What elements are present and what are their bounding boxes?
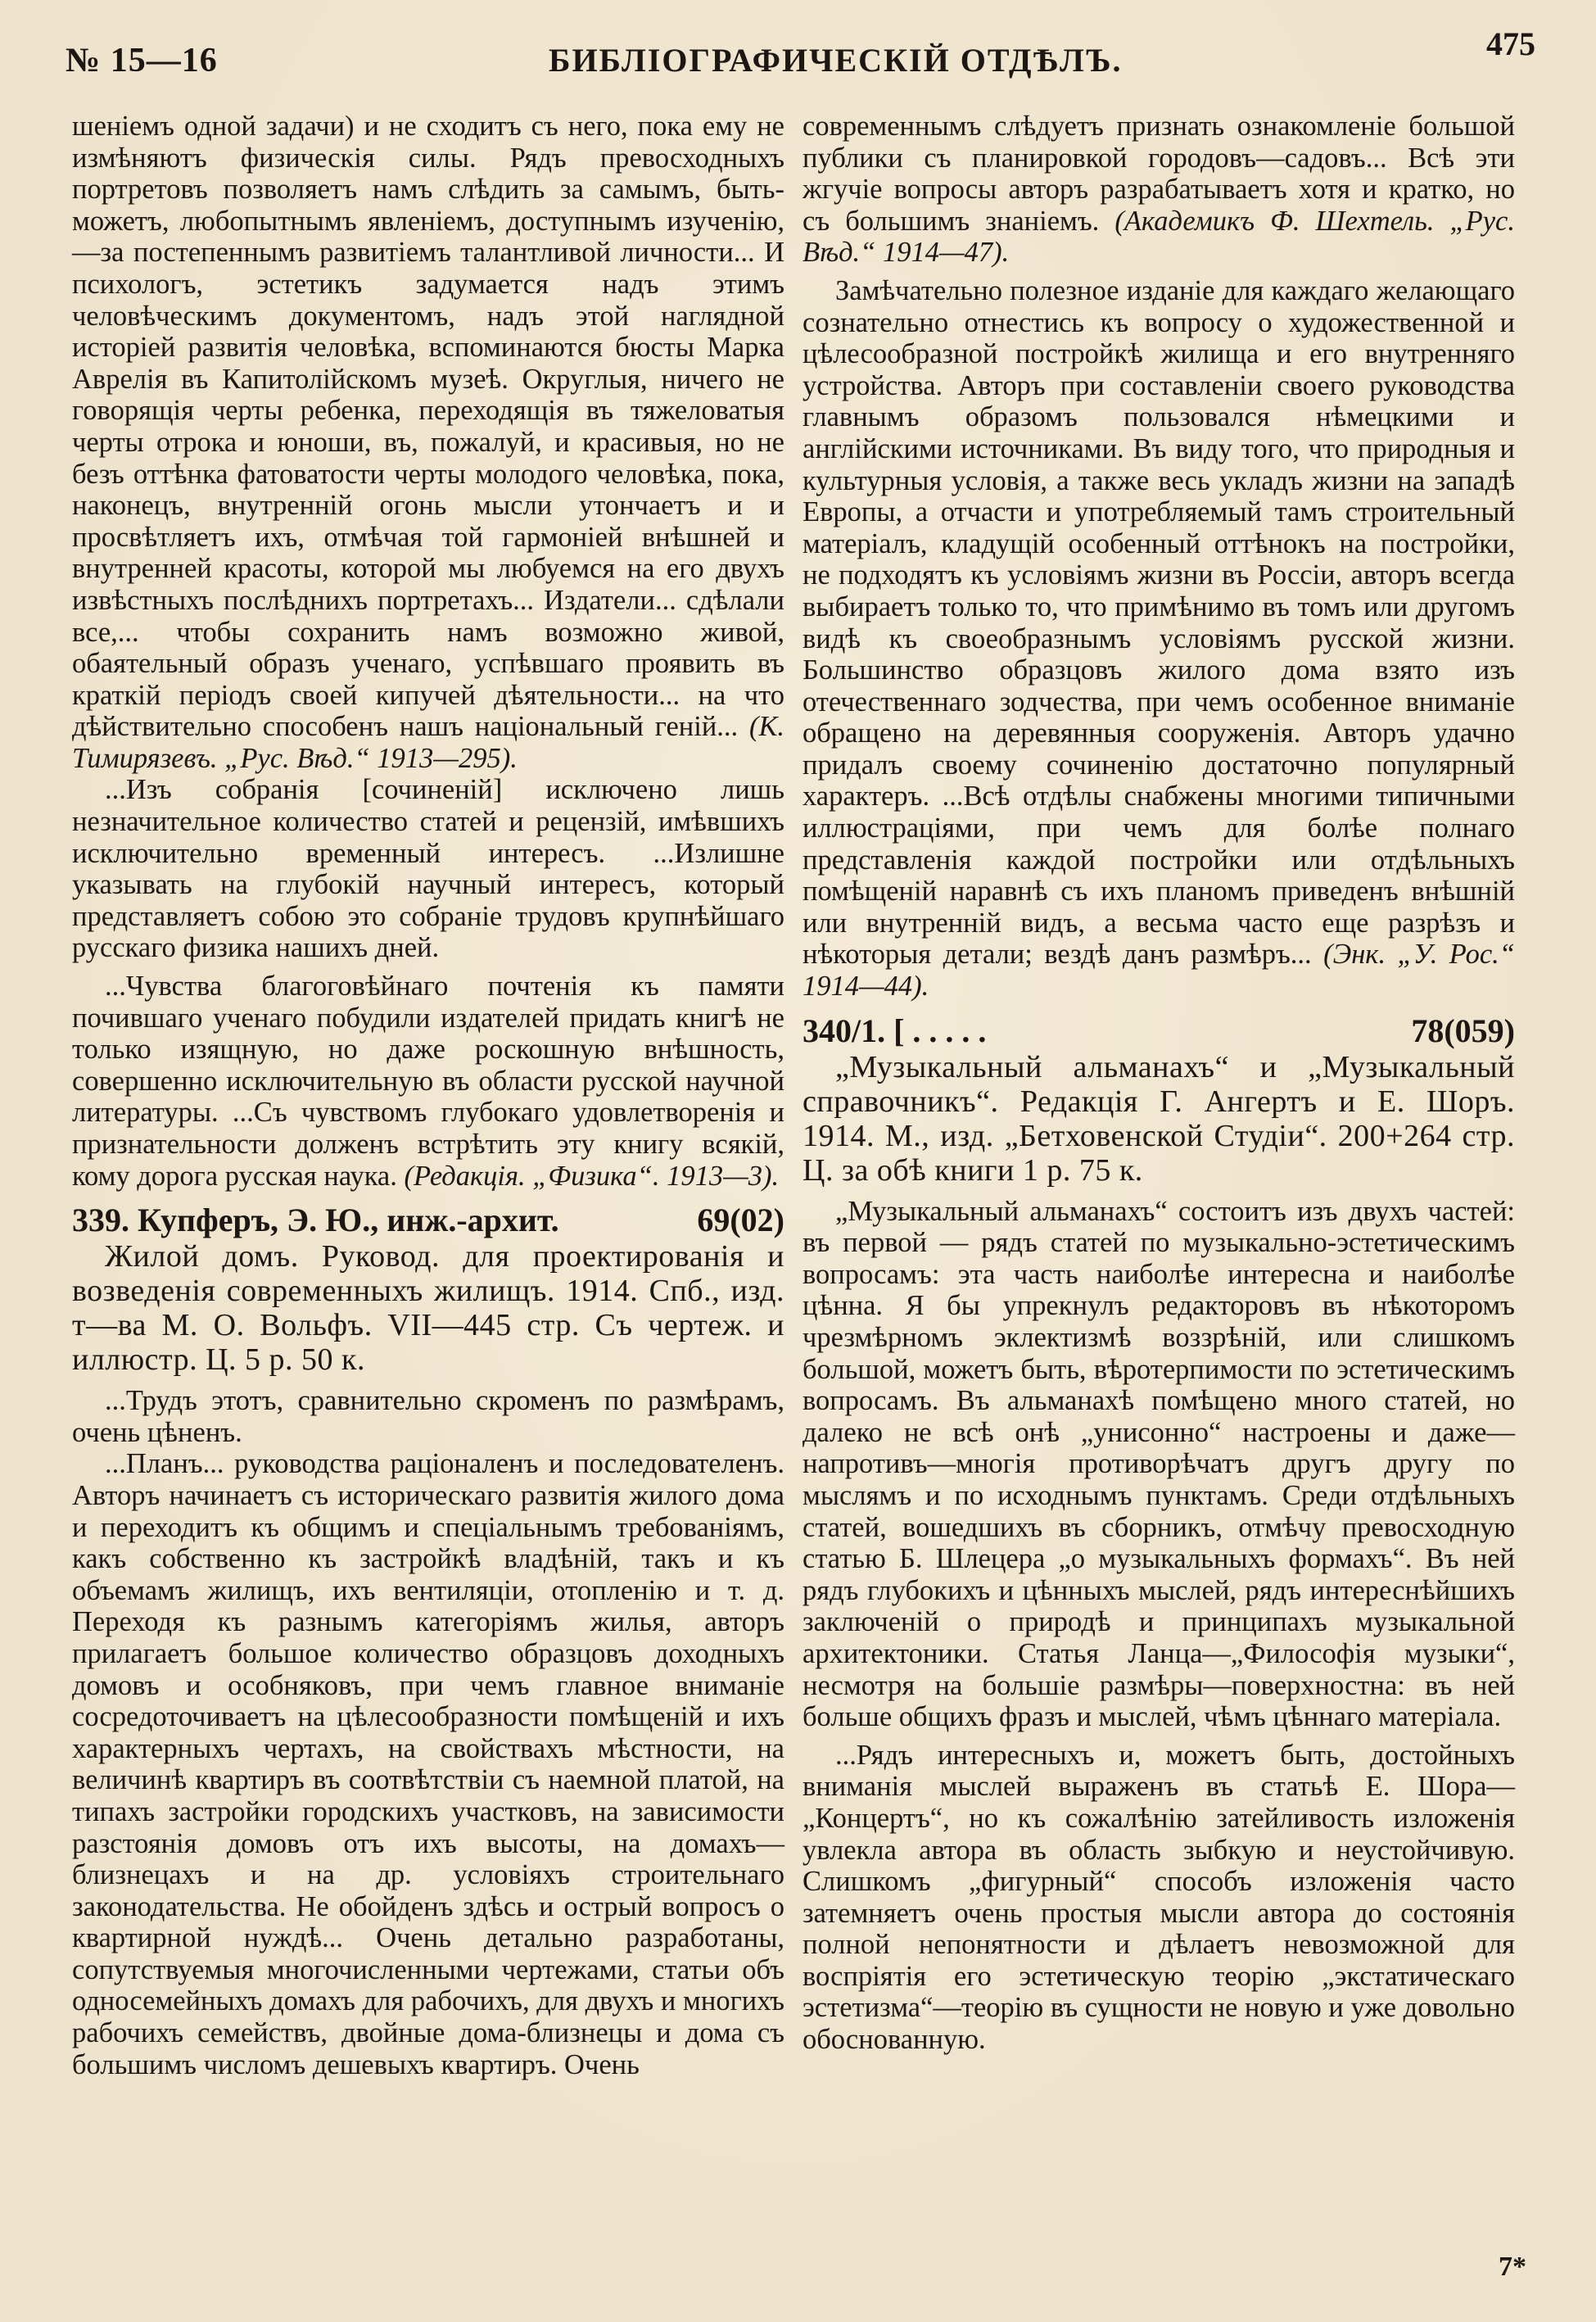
review-text [72,971,784,1192]
review-paragraph: ...Рядъ интересныхъ и, можетъ быть, достойныхъ вниманія мыслей выраженъ въ статьѣ Е. Шора—„Концертъ“, но къ сожалѣнію затейливость изложенія увлекла автора въ область зыбкую и неустойчивую. Слишкомъ „фигурный“ способъ изложенія часто затемняетъ очень простыя мысли автора до состоянія полной непонятности и дѣлаетъ невозможной для воспріятія его эстетическую теорію „экстатическаго эстетизма“—теорію въ сущности не новую и уже довольно обоснованную. [803,1739,1515,2056]
entry-340-title: „Музыкальный альманахъ“ и „Музыкальный справочникъ“. Редакція Г. Ангертъ и Е. Шоръ. 1914. М., изд. „Бетховенской Студіи“. 200+264 стр. Ц. за обѣ книги 1 р. 75 к. [803,1049,1515,1188]
review-paragraph: ...Изъ собранія [сочиненій] исключено лишь незначительное количество статей и рецензій, имѣвшихъ исключительно временный интересъ. ...Излишне указывать на глубокій научный интересъ, который представляетъ собою это собраніе трудовъ крупнѣйшаго русскаго физика нашихъ дней. [72,774,784,964]
review-paragraph: современнымъ слѣдуетъ признать ознакомленіе большой публики съ планировкой городовъ—садовъ... Всѣ эти жгучіе вопросы авторъ разрабатываетъ хотя и кратко, но съ большимъ знаніемъ. [803,111,1515,237]
entry-339-title: Жилой домъ. Руковод. для проектированія и возведенія современныхъ жилищъ. 1914. Спб., изд. т—ва М. О. Вольфъ. VII—445 стр. Съ чертеж. и иллюстр. Ц. 5 р. 50 к. [72,1239,784,1378]
entry-340-code: 78(059) [1411,1012,1515,1049]
review-paragraph: ...Трудъ этотъ, сравнительно скроменъ по размѣрамъ, очень цѣненъ. [72,1385,784,1448]
right-column [803,111,1515,2056]
spacer [72,1192,784,1198]
issue-number: № 15—16 [66,42,218,79]
review-source: (Академикъ Ф. Шехтель. „Рус. Вѣд.“ 1914—47). [803,205,1515,269]
running-head: БИБЛІОГРАФИЧЕСКІЙ ОТДѢЛЪ. [549,42,1123,79]
entry-339-number: 339. Купферъ, Э. Ю., инж.-архит. [72,1202,559,1239]
review-paragraph: ...Планъ... руководства раціоналенъ и последователенъ. Авторъ начинаетъ съ историческаго развитія жилого дома и переходитъ къ общимъ и спеціальнымъ требованіямъ, какъ собственно къ застройкѣ владѣній, такъ и къ объемамъ жилищъ, ихъ вентиляціи, отопленію и т. д. Переходя къ разнымъ категоріямъ жилья, авторъ прилагаетъ большое количество образцовъ доходныхъ домовъ и особняковъ, при чемъ главное вниманіе сосредоточиваетъ на цѣлесообразности помѣщеній и ихъ характерныхъ чертахъ, на свойствахъ мѣстности, на величинѣ квартиръ въ соотвѣтствіи съ наемной платой, на типахъ застройки городскихъ участковъ, на зависимости разстоянія домовъ отъ ихъ высоты, на домахъ—близнецахъ и на др. условіяхъ строительнаго законодательства. Не обойденъ здѣсь и острый вопросъ о квартирной нуждѣ... Очень детально разработаны, сопутствуемыя многочисленными чертежами, статьи объ односемейныхъ домахъ для рабочихъ, для двухъ и многихъ рабочихъ семействъ, двойные дома-близнецы и дома съ большимъ числомъ дешевыхъ квартиръ. Очень [72,1448,784,2080]
review-source: (Редакція. „Физика“. 1913—3). [404,1160,780,1192]
review-paragraph: Замѣчательно полезное изданіе для каждаго желающаго сознательно отнестись къ вопросу о художественной и цѣлесообразной постройкѣ жилища и его внутренняго устройства. Авторъ при составленіи своего руководства главнымъ образомъ пользовался нѣмецкими и англійскими источниками. Въ виду того, что природныя и культурныя условія, а также весь укладъ жизни на западѣ Европы, а отчасти и употребляемый тамъ строительный матеріалъ, кладущій особенный оттѣнокъ на постройки, не подходятъ къ условіямъ жизни въ Россіи, авторъ всегда выбираетъ только то, что примѣнимо въ томъ или другомъ видѣ къ своеобразнымъ условіямъ русской жизни. Большинство образцовъ жилого дома взято изъ отечественнаго зодчества, при чемъ особенное вниманіе обращено на деревянныя сооруженія. Авторъ удачно придалъ своему сочиненію достаточно популярный характеръ. ...Всѣ отдѣлы снабжены многими типичными иллюстраціями, при чемъ для болѣе полнаго представленія каждой постройки или отдѣльныхъ помѣщеній наравнѣ съ ихъ планомъ приведенъ внѣшній или внутренній видъ, а весьма часто еще разрѣзъ и нѣкоторыя детали; вездѣ данъ размѣръ... [803,274,1515,971]
spacer [72,964,784,971]
entry-339-heading [72,1202,784,1239]
spacer [803,1003,1515,1009]
page-number: 475 [1486,25,1535,62]
spacer [803,1733,1515,1740]
review-source: (Энк. „У. Рос.“ 1914—44). [803,939,1515,1003]
entry-339-code: 69(02) [697,1202,784,1239]
spacer [803,269,1515,275]
left-column [72,111,784,2080]
review-text [803,275,1515,1003]
page-header [57,25,1548,82]
review-paragraph: „Музыкальный альманахъ“ состоитъ изъ двухъ частей: въ первой — рядъ статей по музыкально-эстетическимъ вопросамъ: эта часть наиболѣе интересна и наиболѣе цѣнна. Я бы упрекнулъ редакторовъ въ нѣкоторомъ чрезмѣрномъ эклектизмѣ воззрѣній, или слишкомъ большой, можетъ быть, вѣротерпимости по эстетическимъ вопросамъ. Въ альманахѣ помѣщено много статей, но далеко не всѣ онѣ „унисонно“ настроены и даже—напротивъ—многія противорѣчатъ другъ другу по мыслямъ и по исходнымъ пунктамъ. Среди отдѣльныхъ статей, вошедшихъ въ сборникъ, отмѣчу превосходную статью Б. Шлецера „о музыкальныхъ формахъ“. Въ ней рядъ глубокихъ и цѣнныхъ мыслей, рядъ интереснѣйшихъ заключеній о природѣ и принципахъ музыкальной архитектоники. Статья Ланца—„Философія музыки“, несмотря на большіе размѣры—поверхностна: въ ней больше общихъ фразъ и мыслей, чѣмъ цѣннаго матеріала. [803,1195,1515,1733]
review-paragraph: шеніемъ одной задачи) и не сходитъ съ него, пока ему не измѣняютъ физическія силы. Рядъ превосходныхъ портретовъ позволяетъ намъ слѣдить за самымъ, быть-можетъ, любопытнымъ явленіемъ, доступнымъ изученію,—за постепеннымъ развитіемъ талантливой личности... И психологъ, эстетикъ задумается надъ этимъ человѣческимъ документомъ, надъ этой наглядной исторіей развитія человѣка, вспоминаются бюсты Марка Аврелія въ Капитолійскомъ музеѣ. Округлыя, ничего не говорящія черты ребенка, переходящія въ тяжеловатыя черты отрока и юноши, въ, пожалуй, и красивыя, но не безъ оттѣнка фатоватости черты молодого человѣка, пока, наконецъ, внутренній огонь мысли утончаетъ и и просвѣтляетъ ихъ, отмѣчая той гармоніей внѣшней и внутренней красоты, которой мы любуемся на его двухъ извѣстныхъ послѣднихъ портретахъ... Издатели... сдѣлали все,... чтобы сохранить намъ возможно живой, обаятельный образъ ученаго, успѣвшаго проявить въ краткій періодъ своей кипучей дѣятельности... на что дѣйствительно способенъ нашъ національный геній... [72,111,784,743]
review-text [72,111,784,774]
signature-mark: 7* [1499,2252,1526,2282]
entry-340-heading [803,1012,1515,1050]
review-source: (К. Тимирязевъ. „Рус. Вѣд.“ 1913—295). [72,711,785,774]
review-text [803,111,1515,269]
review-paragraph: ...Чувства благоговѣйнаго почтенія къ памяти почившаго ученаго побудили издателей придать книгѣ не только изящную, но даже роскошную внѣшность, совершенно исключительную въ области русской научной литературы. ...Съ чувствомъ глубокаго удовлетворенія и признательности долженъ встрѣтить эту книгу всякій, кому дорога русская наука. [72,971,784,1192]
entry-340-number: 340/1. [ . . . . . [803,1012,987,1049]
